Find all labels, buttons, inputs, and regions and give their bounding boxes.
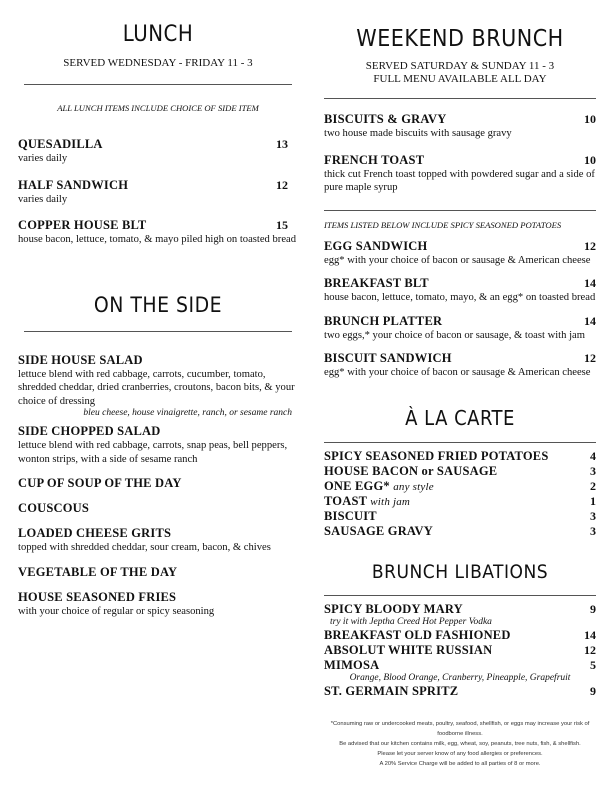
item-price: 12 xyxy=(584,351,596,365)
item-suffix: with jam xyxy=(370,495,411,508)
item-name: BISCUITS & GRAVY xyxy=(324,112,447,126)
lunch-list xyxy=(18,137,298,247)
item-name: SPICY BLOODY MARY xyxy=(324,601,463,616)
carte-item xyxy=(324,509,596,524)
item-name: BREAKFAST BLT xyxy=(324,276,429,290)
item-price: 14 xyxy=(584,276,596,290)
divider xyxy=(324,210,596,211)
item-desc: egg* with your choice of bacon or sausage & American cheese xyxy=(324,367,591,378)
item-price: 12 xyxy=(584,642,596,657)
item-dressings: bleu cheese, house vinaigrette, ranch, or sesame ranch xyxy=(83,408,292,418)
item-name: BRUNCH PLATTER xyxy=(324,313,443,328)
item-name: SIDE CHOPPED SALAD xyxy=(18,424,161,438)
brunch-list-a xyxy=(324,112,596,195)
item-desc: varies daily xyxy=(18,153,68,164)
item-name: COPPER HOUSE BLT xyxy=(18,218,147,232)
item-name: SAUSAGE GRAVY xyxy=(324,523,433,538)
item-name: SIDE HOUSE SALAD xyxy=(18,352,143,367)
item-desc: house bacon, lettuce, tomato, mayo, & an egg* on toasted bread xyxy=(324,292,596,303)
item-name: CUP OF SOUP OF THE DAY xyxy=(18,476,182,490)
item-name: COUSCOUS xyxy=(18,501,90,515)
item-desc: lettuce blend with red cabbage, carrots, snap peas, bell peppers, wonton strips, with a side of sesame ranch xyxy=(18,440,288,465)
item-name: HALF SANDWICH xyxy=(18,177,129,192)
lunch-title: LUNCH xyxy=(122,22,194,47)
brunch-subtitle-2: FULL MENU AVAILABLE ALL DAY xyxy=(373,73,547,85)
menu-item xyxy=(18,565,298,580)
brunch-title: WEEKEND BRUNCH xyxy=(356,26,564,52)
item-desc: egg* with your choice of bacon or sausage & American cheese xyxy=(324,254,591,266)
menu-item xyxy=(324,112,596,141)
item-name: MIMOSA xyxy=(324,657,380,672)
menu-item xyxy=(324,239,596,268)
item-desc: thick cut French toast topped with powdered sugar and a side of pure maple syrup xyxy=(324,168,595,193)
menu-item xyxy=(324,276,596,305)
item-name: SPICY SEASONED FRIED POTATOES xyxy=(324,448,549,463)
carte-list xyxy=(324,449,596,539)
carte-item xyxy=(324,479,596,494)
menu-item xyxy=(18,526,298,555)
menu-item xyxy=(324,314,596,343)
drink-item xyxy=(324,628,596,643)
item-name: EGG SANDWICH xyxy=(324,238,428,253)
item-price: 4 xyxy=(590,448,596,463)
item-price: 5 xyxy=(590,657,596,672)
item-price: 3 xyxy=(590,523,596,538)
item-suffix: any style xyxy=(393,480,434,493)
item-price: 1 xyxy=(590,493,596,508)
item-desc: lettuce blend with red cabbage, carrots, cucumber, tomato, shredded cheddar, dried cranberries, croutons, bacon bits, & your choice of dressing xyxy=(18,368,295,407)
item-desc: house bacon, lettuce, tomato, & mayo piled high on toasted bread xyxy=(18,234,297,245)
item-price: 12 xyxy=(276,177,288,192)
item-name: BREAKFAST OLD FASHIONED xyxy=(324,627,511,642)
item-desc: two eggs,* your choice of bacon or sausage, & toast with jam xyxy=(324,329,585,341)
lunch-subtitle: SERVED WEDNESDAY - FRIDAY 11 - 3 xyxy=(63,57,253,69)
item-price: 13 xyxy=(276,137,288,151)
drink-item xyxy=(324,658,596,673)
item-name: BISCUIT xyxy=(324,508,377,523)
item-price: 15 xyxy=(276,218,288,232)
item-name: BISCUIT SANDWICH xyxy=(324,351,452,365)
footer-disclaimer xyxy=(324,719,596,769)
menu-item xyxy=(324,153,596,195)
side-title: ON THE SIDE xyxy=(93,292,223,317)
drink-item xyxy=(324,643,596,658)
item-price: 14 xyxy=(584,627,596,642)
carte-item xyxy=(324,464,596,479)
item-desc: varies daily xyxy=(18,193,68,205)
libations-title: BRUNCH LIBATIONS xyxy=(371,560,549,583)
carte-item xyxy=(324,494,596,509)
divider xyxy=(24,84,292,85)
side-list xyxy=(18,353,298,619)
item-desc: two house made biscuits with sausage gravy xyxy=(324,128,512,139)
menu-item xyxy=(18,501,298,516)
item-name: TOAST xyxy=(324,493,367,508)
brunch-list-b xyxy=(324,239,596,380)
left-column xyxy=(18,0,298,618)
menu-item xyxy=(324,351,596,380)
drink-note: Orange, Blood Orange, Cranberry, Pineapple, Grapefruit xyxy=(349,672,571,683)
item-price: 9 xyxy=(590,601,596,616)
divider xyxy=(324,442,596,443)
lunch-note: ALL LUNCH ITEMS INCLUDE CHOICE OF SIDE ITEM xyxy=(57,103,259,113)
brunch-note: ITEMS LISTED BELOW INCLUDE SPICY SEASONED POTATOES xyxy=(324,219,562,230)
libations-list xyxy=(324,602,596,699)
item-desc: with your choice of regular or spicy seasoning xyxy=(18,605,215,617)
menu-item xyxy=(18,218,298,247)
item-price: 2 xyxy=(590,478,596,493)
item-price: 9 xyxy=(590,683,596,698)
footer-line: A 20% Service Charge will be added to all parties of 8 or more. xyxy=(379,760,541,767)
item-price: 10 xyxy=(584,152,596,167)
carte-title: À LA CARTE xyxy=(405,405,515,430)
footer-line: Please let your server know of any food allergies or preferences. xyxy=(377,750,543,757)
item-price: 10 xyxy=(584,112,596,126)
menu-item xyxy=(18,424,298,466)
item-name: LOADED CHEESE GRITS xyxy=(18,526,172,540)
item-name: QUESADILLA xyxy=(18,137,103,151)
item-price: 12 xyxy=(584,238,596,253)
menu-item xyxy=(18,590,298,619)
item-price: 14 xyxy=(584,313,596,328)
item-name: HOUSE SEASONED FRIES xyxy=(18,589,177,604)
divider xyxy=(324,98,596,99)
item-price: 3 xyxy=(590,508,596,523)
carte-item xyxy=(324,449,596,464)
carte-item xyxy=(324,524,596,539)
menu-item xyxy=(18,178,298,207)
drink-note: try it with Jeptha Creed Hot Pepper Vodka xyxy=(330,616,492,627)
item-price: 3 xyxy=(590,463,596,478)
item-name: ST. GERMAIN SPRITZ xyxy=(324,683,459,698)
item-name: ABSOLUT WHITE RUSSIAN xyxy=(324,642,493,657)
right-column xyxy=(324,0,596,769)
item-desc: topped with shredded cheddar, sour cream, bacon, & chives xyxy=(18,542,271,553)
item-name: FRENCH TOAST xyxy=(324,152,425,167)
item-name: HOUSE BACON or SAUSAGE xyxy=(324,463,498,478)
footer-line: Be advised that our kitchen contains milk, egg, wheat, soy, peanuts, tree nuts, fish, & shellfish. xyxy=(339,740,581,747)
divider xyxy=(324,595,596,596)
menu-item xyxy=(18,137,298,166)
divider xyxy=(24,331,292,332)
menu-item xyxy=(18,476,298,491)
item-name: VEGETABLE OF THE DAY xyxy=(18,564,178,579)
footer-line: *Consuming raw or undercooked meats, poultry, seafood, shellfish, or eggs may increase your risk of foodborne illness. xyxy=(330,720,590,737)
drink-item xyxy=(324,684,596,699)
brunch-subtitle: SERVED SATURDAY & SUNDAY 11 - 3 xyxy=(365,60,555,72)
menu-item xyxy=(18,353,298,419)
drink-item xyxy=(324,602,596,617)
item-name: ONE EGG* xyxy=(324,478,390,493)
